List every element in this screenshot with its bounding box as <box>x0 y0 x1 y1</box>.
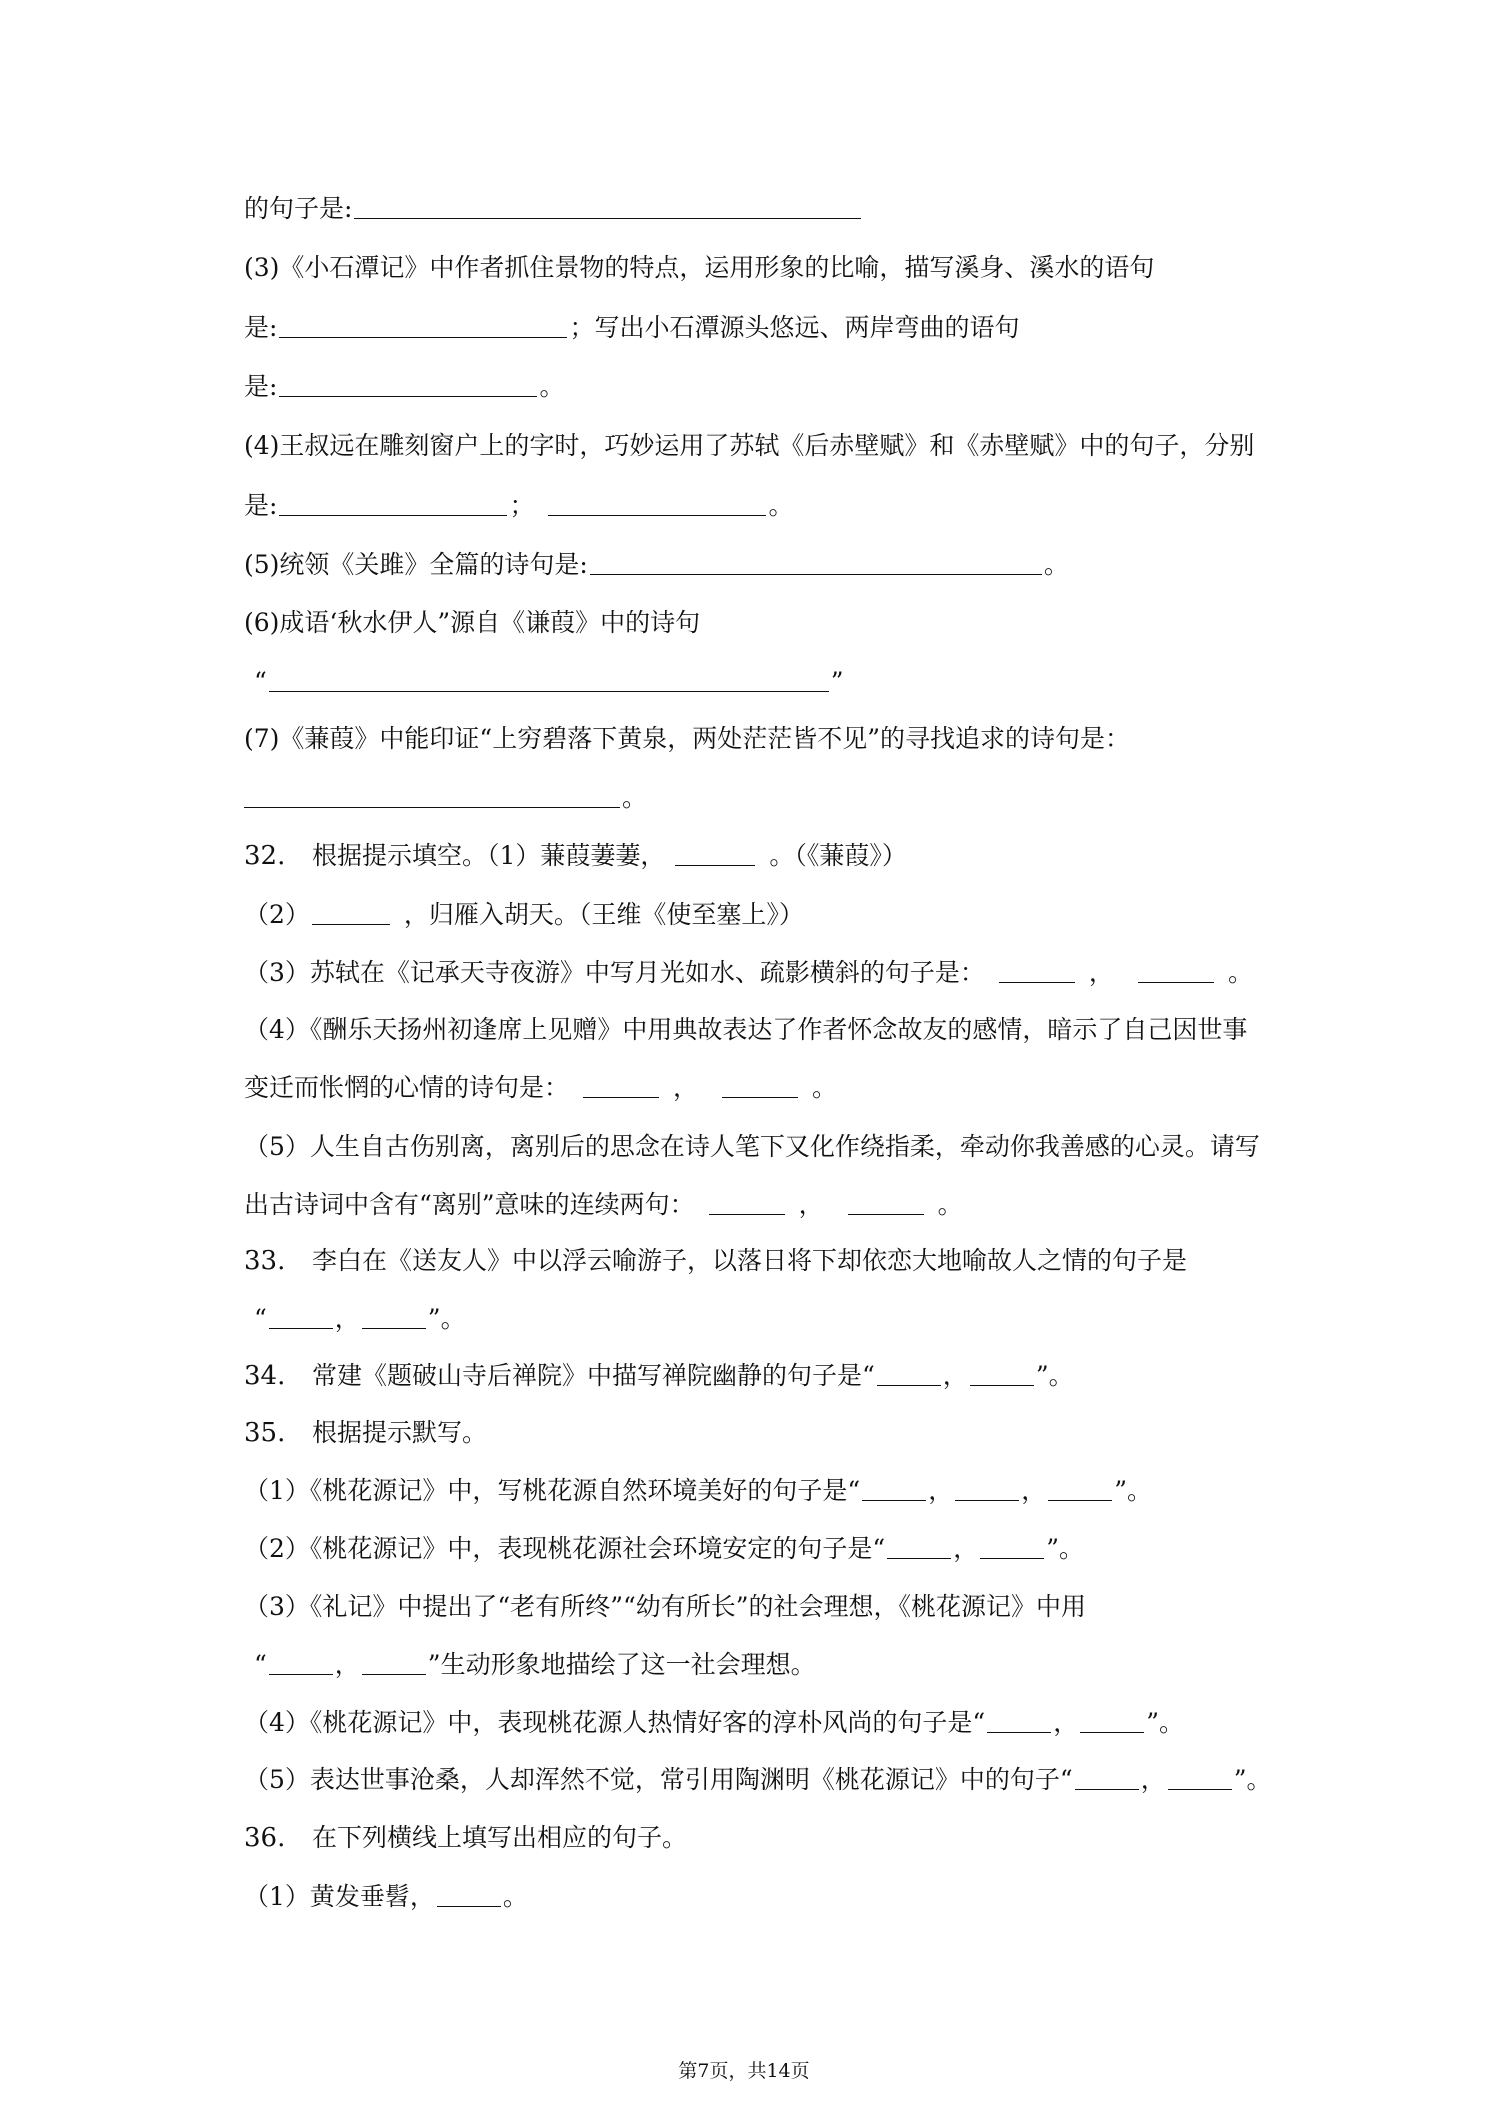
text-line: （2） ，归雁入胡天。（王维《使至塞上》） <box>244 900 804 929</box>
answer-blank[interactable] <box>244 783 620 808</box>
page-footer: 第7页，共14页 <box>678 2060 810 2082</box>
question-36: 36. 在下列横线上填写出相应的句子。 <box>244 1823 688 1853</box>
answer-blank[interactable] <box>548 491 766 516</box>
answer-blank[interactable] <box>362 1650 426 1675</box>
question-number: 35. <box>244 1418 286 1448</box>
text-line: (5)统领《关雎》全篇的诗句是: 。 <box>244 550 1069 579</box>
question-33: 33. 李白在《送友人》中以浮云喻游子，以落日将下却依恋大地喻故人之情的句子是 <box>244 1246 1188 1276</box>
text-line: (7)《蒹葭》中能印证“上穷碧落下黄泉，两处茫茫皆不见”的寻找追求的诗句是： <box>244 724 1130 753</box>
text-line: （2）《桃花源记》中，表现桃花源社会环境安定的句子是“ ， ”。 <box>244 1534 1084 1563</box>
answer-blank[interactable] <box>583 1073 659 1098</box>
answer-blank[interactable] <box>709 1190 785 1215</box>
question-number: 33. <box>244 1246 286 1276</box>
answer-blank[interactable] <box>1080 1708 1144 1733</box>
answer-blank[interactable] <box>862 1476 926 1501</box>
answer-blank[interactable] <box>887 1534 951 1559</box>
question-number: 34. <box>244 1361 286 1391</box>
text-line: (4)王叔远在雕刻窗户上的字时，巧妙运用了苏轼《后赤壁赋》和《赤壁赋》中的句子，分别 <box>244 431 1255 460</box>
question-34: 34. 常建《题破山寺后禅院》中描写禅院幽静的句子是“ ， ”。 <box>244 1361 1074 1391</box>
text-line: (6)成语‘秋水伊人”源自《谦葭》中的诗句 <box>244 608 701 637</box>
answer-blank[interactable] <box>848 1190 924 1215</box>
text-line: “ ， ”。 <box>254 1304 466 1333</box>
text-line: 出古诗词中含有“离别”意味的连续两句： ， 。 <box>244 1190 963 1219</box>
text-line: “ ， ”生动形象地描绘了这一社会理想。 <box>254 1650 816 1679</box>
answer-blank[interactable] <box>1075 1765 1139 1790</box>
answer-blank[interactable] <box>312 900 390 925</box>
question-35: 35. 根据提示默写。 <box>244 1418 488 1448</box>
text-line: “ ” <box>254 667 844 696</box>
answer-blank[interactable] <box>970 1361 1034 1386</box>
question-number: 32. <box>244 841 286 871</box>
answer-blank[interactable] <box>362 1304 426 1329</box>
text-line: 的句子是: <box>0 192 1488 226</box>
answer-blank[interactable] <box>269 1304 333 1329</box>
text-line: （4）《酬乐天扬州初逢席上见赠》中用典故表达了作者怀念故友的感情，暗示了自己因世事 <box>244 1015 1248 1044</box>
text-line: （4）《桃花源记》中，表现桃花源人热情好客的淳朴风尚的句子是“ ， ”。 <box>244 1708 1184 1737</box>
answer-blank[interactable] <box>955 1476 1019 1501</box>
text-line: （5）表达世事沧桑，人却浑然不觉，常引用陶渊明《桃花源记》中的句子“ ， ”。 <box>244 1765 1272 1794</box>
text-line: （5）人生自古伤别离，离别后的思念在诗人笔下又化作绕指柔，牵动你我善感的心灵。请写 <box>244 1132 1260 1161</box>
answer-blank[interactable] <box>980 1534 1044 1559</box>
answer-blank[interactable] <box>437 1882 501 1907</box>
answer-blank[interactable] <box>279 491 507 516</box>
answer-blank[interactable] <box>1138 958 1214 983</box>
answer-blank[interactable] <box>279 372 537 397</box>
answer-blank[interactable] <box>279 313 567 338</box>
text-line: （3）苏轼在《记承天寺夜游》中写月光如水、疏影横斜的句子是： ， 。 <box>244 958 1253 987</box>
question-number: 36. <box>244 1823 286 1853</box>
answer-blank[interactable] <box>269 1650 333 1675</box>
text-line: (3)《小石潭记》中作者抓住景物的特点，运用形象的比喻，描写溪身、溪水的语句 <box>244 253 1155 282</box>
text-line: （3）《礼记》中提出了“老有所终”“幼有所长”的社会理想，《桃花源记》中用 <box>244 1592 1087 1621</box>
answer-blank[interactable] <box>269 667 829 692</box>
answer-blank[interactable] <box>675 841 755 866</box>
answer-blank[interactable] <box>999 958 1075 983</box>
text-line: 。 <box>0 781 1488 815</box>
text-line: 是: ；写出小石潭源头悠远、两岸弯曲的语句 <box>244 313 1020 342</box>
text-line: 是: 。 <box>244 372 565 401</box>
answer-blank[interactable] <box>877 1361 941 1386</box>
text-line: （1）《桃花源记》中，写桃花源自然环境美好的句子是“ ， ， ”。 <box>244 1476 1153 1505</box>
text-line: 变迁而怅惘的心情的诗句是： ， 。 <box>244 1073 838 1102</box>
text-line: （1）黄发垂髫， 。 <box>244 1882 528 1911</box>
answer-blank[interactable] <box>1168 1765 1232 1790</box>
answer-blank[interactable] <box>987 1708 1051 1733</box>
question-32: 32. 根据提示填空。（1）蒹葭萋萋， 。（《蒹葭》） <box>244 841 907 871</box>
answer-blank[interactable] <box>590 550 1042 575</box>
answer-blank[interactable] <box>1048 1476 1112 1501</box>
answer-blank[interactable] <box>722 1073 798 1098</box>
text-line: 是: ； 。 <box>244 491 794 520</box>
answer-blank[interactable] <box>354 194 861 219</box>
